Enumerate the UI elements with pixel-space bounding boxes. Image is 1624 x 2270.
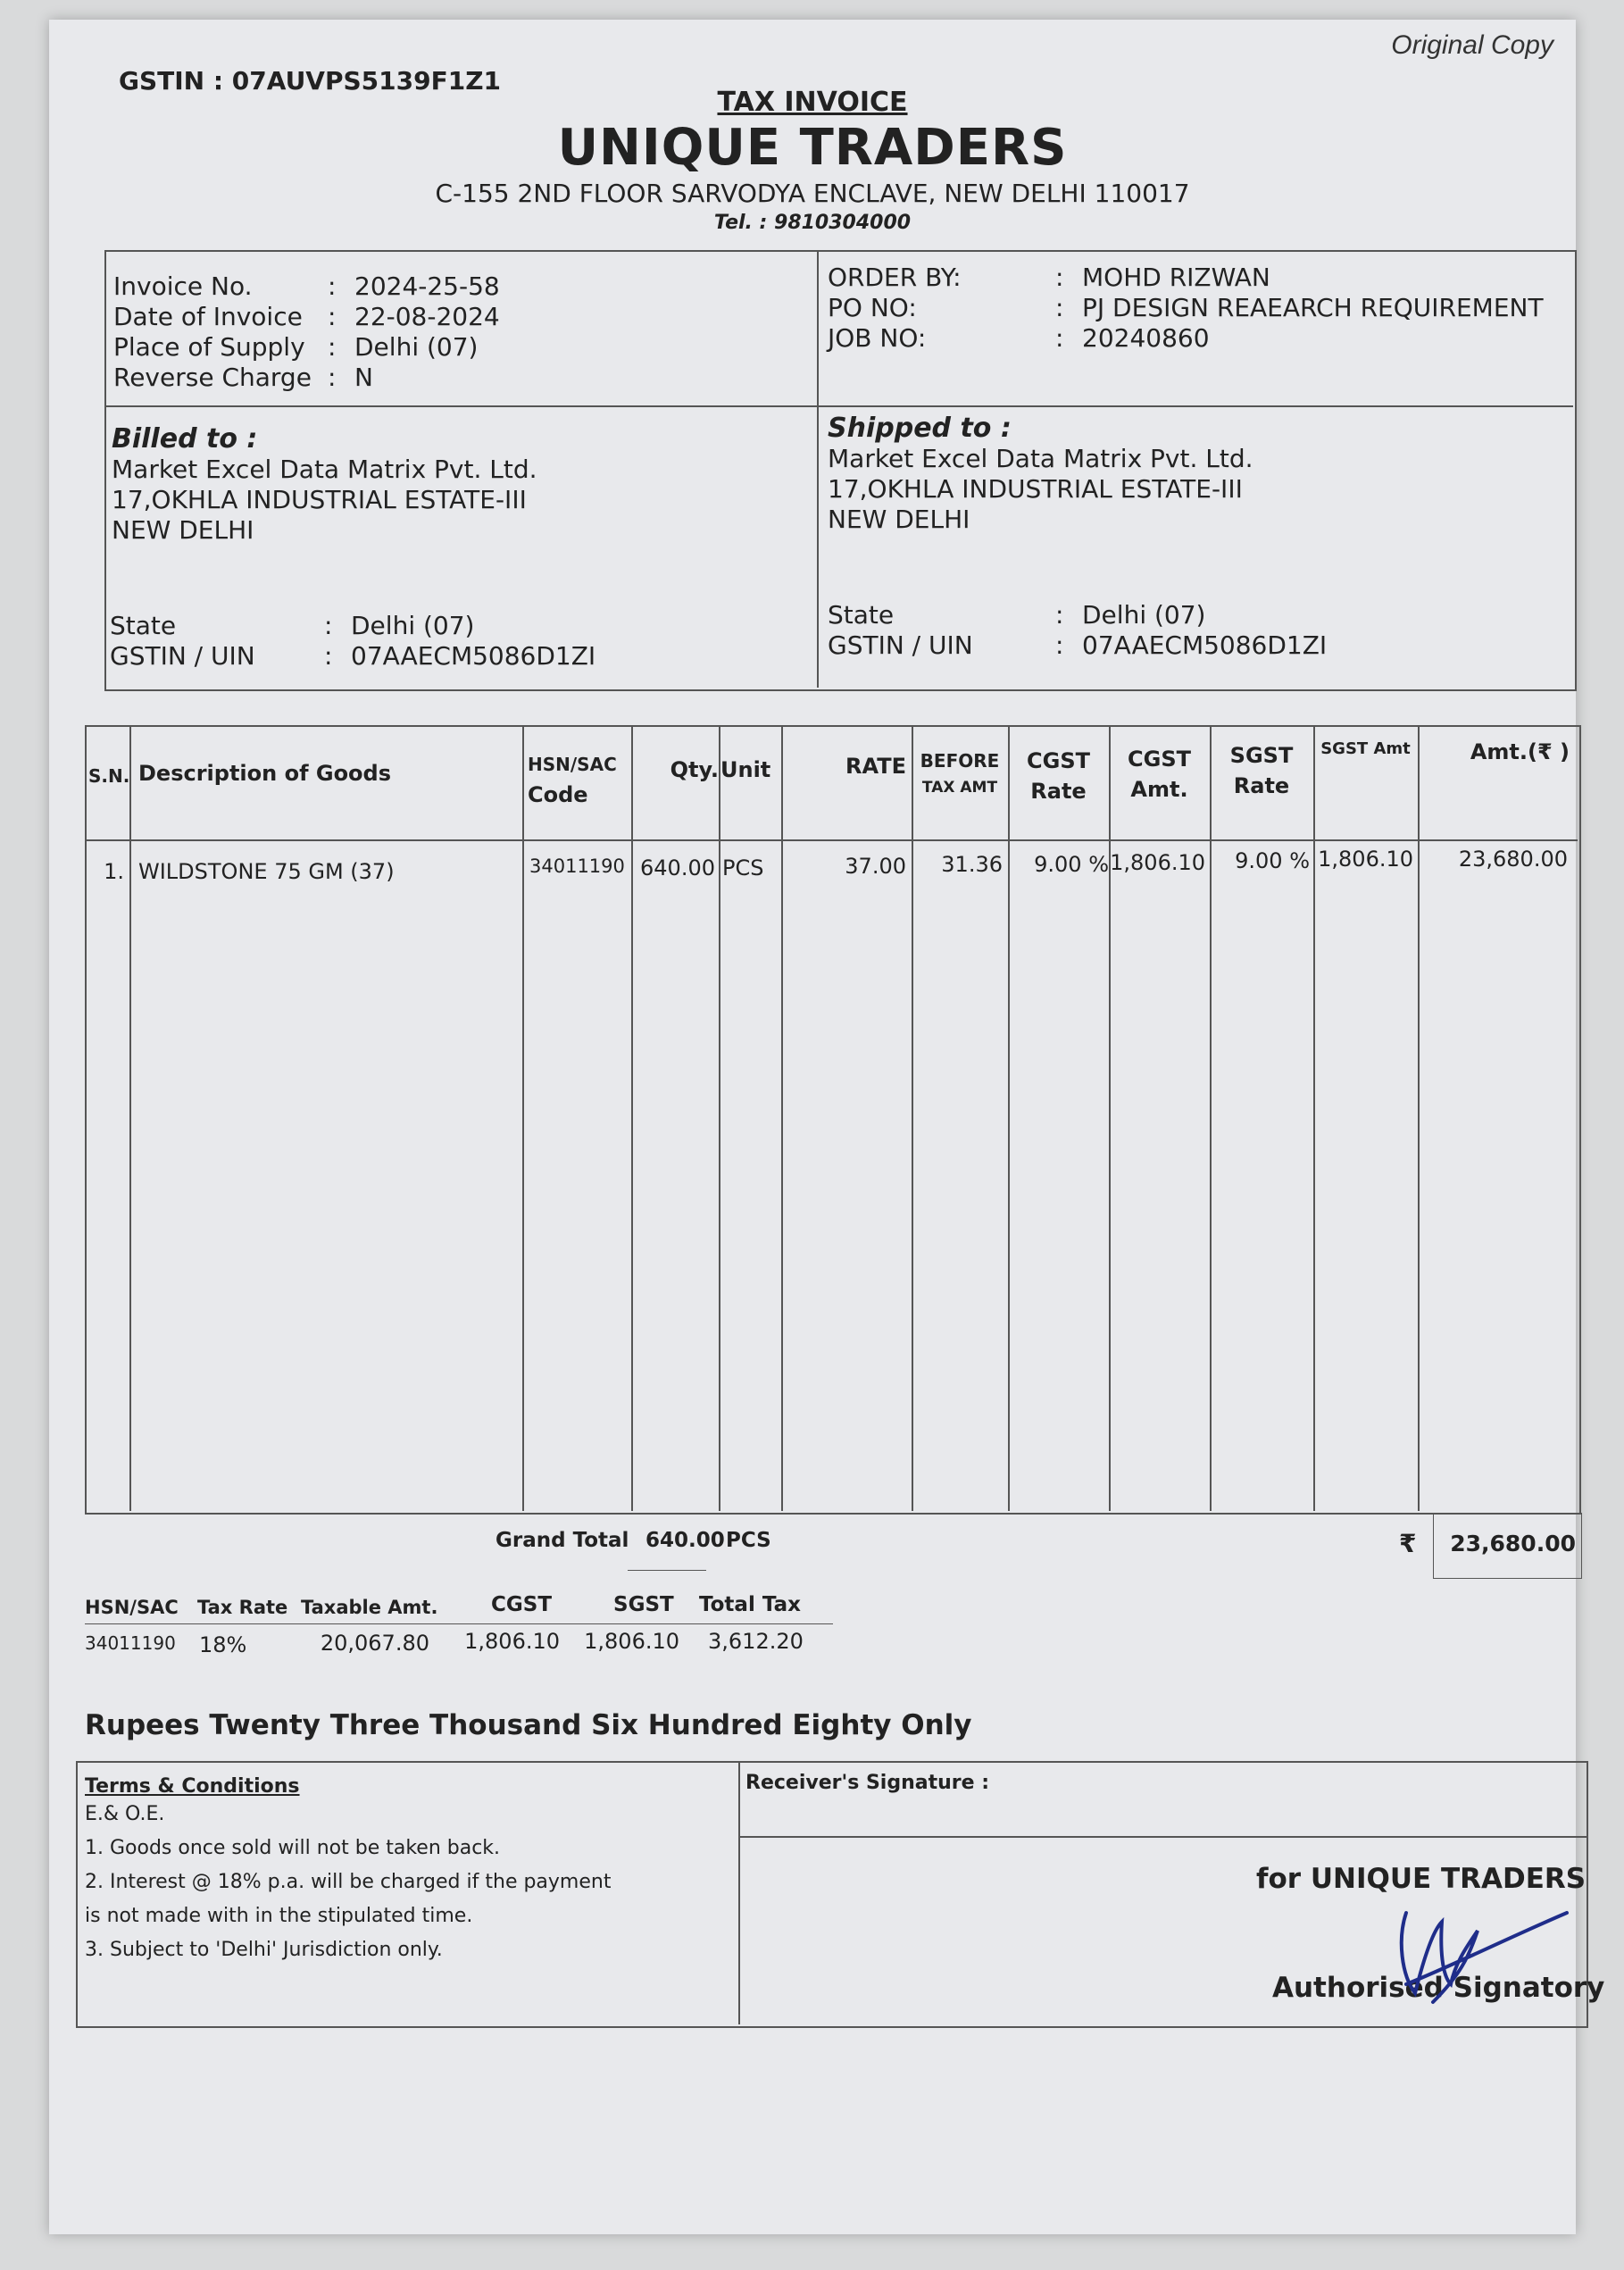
col-divider (1418, 725, 1420, 1511)
shipped-to-address-1: 17,OKHLA INDUSTRIAL ESTATE-III (828, 474, 1243, 504)
receiver-divider (738, 1836, 1587, 1838)
reverse-charge: N (354, 363, 373, 392)
summary-total-tax: 3,612.20 (708, 1629, 804, 1654)
terms-line: 2. Interest @ 18% p.a. will be charged if the payment (85, 1871, 612, 1893)
place-of-supply-label: Place of Supply (113, 332, 305, 362)
row-cgst-rate: 9.00 % (1034, 852, 1109, 877)
col-header-cgst-amt-line2: Amt. (1130, 777, 1188, 802)
row-rate: 37.00 (845, 854, 906, 879)
billed-to-heading: Billed to : (112, 423, 258, 455)
col-header-amount: Amt.(₹ ) (1470, 739, 1570, 764)
col-header-before-tax (912, 750, 1008, 797)
summary-underline (85, 1623, 833, 1624)
col-header-cgst-amt (1109, 747, 1210, 802)
terms-heading: Terms & Conditions (85, 1775, 300, 1798)
col-header-cgst-rate-line2: Rate (1030, 779, 1087, 804)
job-no-label: JOB NO: (828, 323, 927, 353)
col-header-qty: Qty. (670, 757, 719, 782)
for-company-label: for UNIQUE TRADERS (1256, 1863, 1587, 1895)
invoice-details: Invoice No. : 2024-25-58 Date of Invoice : 22-08-2024 Place of Supply : Delhi (07) Reverse Charge : N (113, 271, 500, 392)
shipped-gstin: 07AAECM5086D1ZI (1082, 630, 1328, 660)
summary-header-cgst: CGST (491, 1593, 553, 1616)
info-divider (817, 250, 819, 688)
summary-header-taxable: Taxable Amt. (301, 1597, 438, 1618)
terms-line: is not made with in the stipulated time. (85, 1905, 473, 1927)
items-table (85, 725, 1581, 1515)
grand-total-label: Grand Total (496, 1529, 629, 1552)
billed-to-tax-info: State : Delhi (07) GSTIN / UIN : 07AAECM5086D1ZI (110, 611, 596, 671)
col-header-sgst-rate (1210, 743, 1313, 798)
billed-to-block (112, 423, 537, 546)
billed-to-name: Market Excel Data Matrix Pvt. Ltd. (112, 455, 537, 484)
receiver-signature-label: Receiver's Signature : (745, 1772, 990, 1794)
col-header-hsn-line1: HSN/SAC (528, 754, 617, 775)
summary-header-hsn: HSN/SAC (85, 1597, 179, 1618)
terms-line: 1. Goods once sold will not be taken back. (85, 1837, 501, 1859)
col-divider (631, 725, 633, 1511)
place-of-supply: Delhi (07) (354, 332, 479, 362)
col-divider (1313, 725, 1315, 1511)
invoice-date: 22-08-2024 (354, 302, 500, 331)
invoice-no: 2024-25-58 (354, 271, 500, 301)
shipped-gstin-label: GSTIN / UIN (828, 630, 973, 660)
reverse-charge-label: Reverse Charge (113, 363, 312, 392)
summary-header-sgst: SGST (613, 1593, 674, 1616)
col-header-cgst-rate (1008, 748, 1109, 804)
billed-gstin: 07AAECM5086D1ZI (351, 641, 596, 671)
currency-symbol: ₹ (1399, 1529, 1417, 1558)
seller-gstin: GSTIN : 07AUVPS5139F1Z1 (119, 66, 501, 96)
summary-header-tax-rate: Tax Rate (197, 1597, 288, 1618)
summary-taxable: 20,067.80 (320, 1631, 429, 1656)
company-telephone: Tel. : 9810304000 (713, 212, 912, 234)
po-no: PJ DESIGN REAEARCH REQUIREMENT (1082, 293, 1544, 322)
billed-state-label: State (110, 611, 177, 640)
col-header-before-line2: TAX AMT (921, 779, 998, 797)
row-description: WILDSTONE 75 GM (37) (138, 859, 395, 884)
row-unit: PCS (722, 855, 764, 880)
col-header-sgst-amt: SGST Amt (1320, 739, 1411, 758)
row-hsn: 34011190 (529, 855, 625, 877)
job-no: 20240860 (1082, 323, 1210, 353)
col-header-hsn (528, 754, 617, 807)
invoice-no-label: Invoice No. (113, 271, 253, 301)
summary-tax-rate: 18% (199, 1632, 247, 1657)
qty-underline (628, 1570, 706, 1571)
col-header-cgst-rate-line1: CGST (1027, 748, 1090, 773)
shipped-to-tax-info: State : Delhi (07) GSTIN / UIN : 07AAECM5086D1ZI (828, 600, 1328, 660)
summary-header-total-tax: Total Tax (699, 1593, 801, 1616)
terms-line: E.& O.E. (85, 1803, 165, 1825)
col-divider (1210, 725, 1212, 1511)
shipped-to-name: Market Excel Data Matrix Pvt. Ltd. (828, 444, 1253, 473)
terms-block (85, 1775, 611, 1967)
row-amount: 23,680.00 (1458, 847, 1568, 872)
billed-state: Delhi (07) (351, 611, 475, 640)
amount-in-words: Rupees Twenty Three Thousand Six Hundred Eighty Only (85, 1709, 972, 1741)
col-header-unit: Unit (720, 757, 771, 782)
order-details: ORDER BY: : MOHD RIZWAN PO NO: : PJ DESIGN REAEARCH REQUIREMENT JOB NO: : 20240860 (828, 263, 1544, 353)
col-header-rate: RATE (845, 754, 906, 779)
grand-total-unit: PCS (726, 1529, 771, 1552)
invoice-date-label: Date of Invoice (113, 302, 303, 331)
info-row-divider (104, 405, 1573, 407)
row-qty: 640.00 (640, 855, 715, 880)
invoice-sheet (49, 20, 1605, 2234)
authorised-signatory-label: Authorised Signatory (1272, 1972, 1605, 2004)
invoice-header (49, 87, 1576, 234)
handwritten-signature (1370, 1877, 1576, 2011)
summary-sgst: 1,806.10 (584, 1629, 679, 1654)
shipped-state: Delhi (07) (1082, 600, 1206, 630)
shipped-state-label: State (828, 600, 895, 630)
col-divider (522, 725, 524, 1511)
col-header-hsn-line2: Code (528, 782, 588, 807)
order-by: MOHD RIZWAN (1082, 263, 1270, 292)
col-divider (1109, 725, 1111, 1511)
company-name: UNIQUE TRADERS (557, 119, 1068, 177)
grand-total-amount: 23,680.00 (1450, 1531, 1576, 1556)
col-header-sgst-rate-line2: Rate (1233, 773, 1290, 798)
col-header-sn: S.N. (88, 765, 130, 787)
row-cgst-amt: 1,806.10 (1110, 850, 1205, 875)
col-header-cgst-amt-line1: CGST (1128, 747, 1191, 772)
col-header-description: Description of Goods (138, 761, 392, 786)
col-header-before-line1: BEFORE (920, 750, 1000, 772)
company-address: C-155 2ND FLOOR SARVODYA ENCLAVE, NEW DELHI 110017 (435, 179, 1190, 208)
billed-to-address-1: 17,OKHLA INDUSTRIAL ESTATE-III (112, 485, 527, 514)
grand-total-qty: 640.00 (645, 1529, 725, 1552)
col-divider (781, 725, 783, 1511)
billed-gstin-label: GSTIN / UIN (110, 641, 255, 671)
shipped-to-block (828, 413, 1253, 535)
order-by-label: ORDER BY: (828, 263, 962, 292)
terms-line: 3. Subject to 'Delhi' Jurisdiction only. (85, 1939, 443, 1961)
row-before-tax: 31.36 (941, 852, 1003, 877)
col-divider (719, 725, 720, 1511)
col-divider (1008, 725, 1010, 1511)
summary-cgst: 1,806.10 (464, 1629, 560, 1654)
billed-to-address-2: NEW DELHI (112, 515, 254, 545)
document-title: TAX INVOICE (717, 87, 908, 118)
col-divider (129, 725, 131, 1511)
row-sn: 1. (104, 859, 124, 884)
shipped-to-heading: Shipped to : (828, 413, 1012, 444)
col-divider (912, 725, 913, 1511)
original-copy-label: Original Copy (1391, 30, 1553, 60)
items-header-divider (85, 839, 1578, 841)
row-sgst-amt: 1,806.10 (1318, 847, 1413, 872)
col-header-sgst-rate-line1: SGST (1229, 743, 1294, 768)
shipped-to-address-2: NEW DELHI (828, 505, 970, 534)
summary-hsn: 34011190 (85, 1632, 176, 1654)
po-no-label: PO NO: (828, 293, 917, 322)
terms-divider (738, 1761, 740, 2024)
row-sgst-rate: 9.00 % (1235, 848, 1310, 873)
